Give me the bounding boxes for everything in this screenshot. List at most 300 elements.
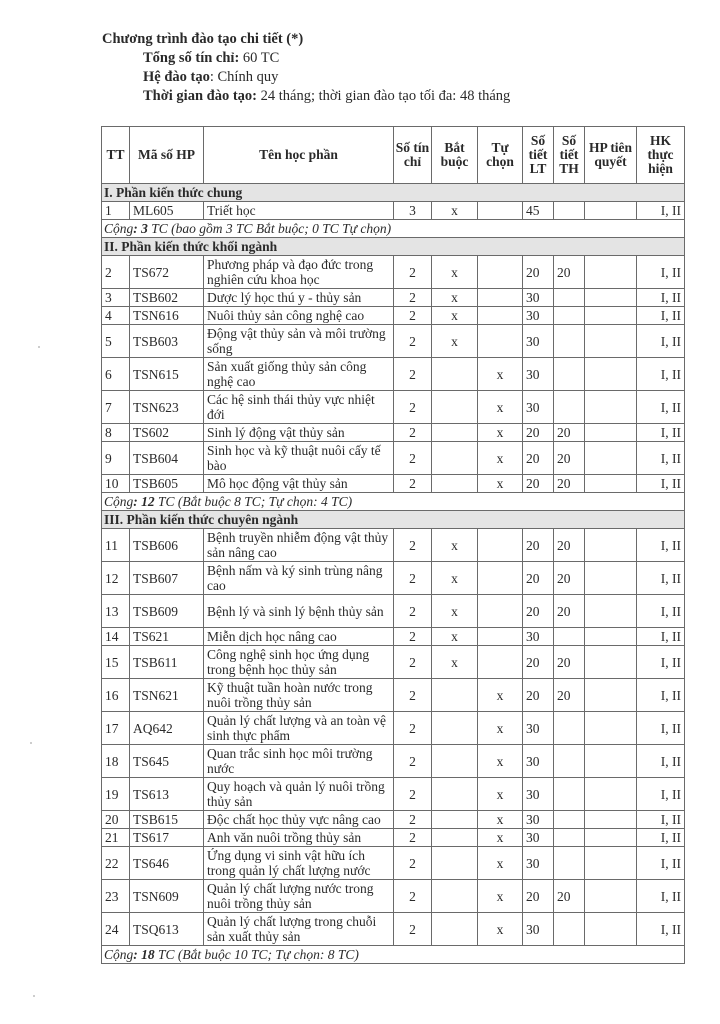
course-name: Kỹ thuật tuần hoàn nước trong nuôi trồng thủy sản <box>204 679 394 712</box>
theory-hours: 30 <box>523 307 554 325</box>
header-credits: Số tín chỉ <box>394 127 432 184</box>
compulsory-mark: x <box>432 289 478 307</box>
course-code: ML605 <box>130 202 204 220</box>
table-row <box>102 913 685 946</box>
training-mode-label: Hệ đào tạo <box>143 69 210 85</box>
header-course-code: Mã số HP <box>130 127 204 184</box>
prerequisite <box>585 712 637 745</box>
header-row <box>102 127 685 184</box>
table-row <box>102 811 685 829</box>
elective-mark <box>478 307 523 325</box>
prerequisite <box>585 679 637 712</box>
prerequisite <box>585 529 637 562</box>
header-course-name: Tên học phần <box>204 127 394 184</box>
theory-hours: 30 <box>523 745 554 778</box>
table-row <box>102 325 685 358</box>
compulsory-mark: x <box>432 628 478 646</box>
row-number: 18 <box>102 745 130 778</box>
compulsory-mark: x <box>432 325 478 358</box>
section-title: I. Phần kiến thức chung <box>102 184 685 202</box>
course-name: Miễn dịch học nâng cao <box>204 628 394 646</box>
compulsory-mark <box>432 442 478 475</box>
semester: I, II <box>637 391 685 424</box>
header-tt: TT <box>102 127 130 184</box>
semester: I, II <box>637 712 685 745</box>
theory-hours: 20 <box>523 679 554 712</box>
course-code: TS613 <box>130 778 204 811</box>
prerequisite <box>585 442 637 475</box>
elective-mark: x <box>478 745 523 778</box>
table-row <box>102 529 685 562</box>
theory-hours: 30 <box>523 391 554 424</box>
practice-hours <box>554 811 585 829</box>
row-number: 9 <box>102 442 130 475</box>
course-code: TSN615 <box>130 358 204 391</box>
elective-mark: x <box>478 712 523 745</box>
practice-hours <box>554 778 585 811</box>
credits: 2 <box>394 880 432 913</box>
table-row <box>102 475 685 493</box>
course-code: TS672 <box>130 256 204 289</box>
course-name: Độc chất học thủy vực nâng cao <box>204 811 394 829</box>
course-name: Quản lý chất lượng và an toàn vệ sinh thực phẩm <box>204 712 394 745</box>
total-credits-value: 60 TC <box>239 50 280 66</box>
total-breakdown: TC (Bắt buộc 8 TC; Tự chọn: 4 TC) <box>154 494 353 509</box>
course-code: TS602 <box>130 424 204 442</box>
header-prerequisite: HP tiên quyết <box>585 127 637 184</box>
total-breakdown: TC (Bắt buộc 10 TC; Tự chọn: 8 TC) <box>154 947 359 962</box>
credits: 2 <box>394 646 432 679</box>
credits: 2 <box>394 679 432 712</box>
course-name: Phương pháp và đạo đức trong nghiên cứu khoa học <box>204 256 394 289</box>
row-number: 4 <box>102 307 130 325</box>
row-number: 13 <box>102 595 130 628</box>
theory-hours: 20 <box>523 880 554 913</box>
course-name: Bệnh lý và sinh lý bệnh thủy sản <box>204 595 394 628</box>
prerequisite <box>585 358 637 391</box>
program-intro <box>102 30 510 106</box>
prerequisite <box>585 880 637 913</box>
semester: I, II <box>637 778 685 811</box>
course-code: TSQ613 <box>130 913 204 946</box>
credits: 2 <box>394 562 432 595</box>
compulsory-mark <box>432 358 478 391</box>
practice-hours: 20 <box>554 595 585 628</box>
theory-hours: 20 <box>523 256 554 289</box>
prerequisite <box>585 256 637 289</box>
credits: 2 <box>394 358 432 391</box>
credits: 2 <box>394 811 432 829</box>
section-total <box>102 220 685 238</box>
total-colon: : <box>133 221 142 236</box>
theory-hours: 20 <box>523 562 554 595</box>
course-name: Quản lý chất lượng nước trong nuôi trồng thủy sản <box>204 880 394 913</box>
course-code: TSB604 <box>130 442 204 475</box>
theory-hours: 20 <box>523 475 554 493</box>
semester: I, II <box>637 424 685 442</box>
course-code: AQ642 <box>130 712 204 745</box>
table-row <box>102 289 685 307</box>
elective-mark: x <box>478 442 523 475</box>
prerequisite <box>585 289 637 307</box>
total-colon: : <box>133 494 142 509</box>
semester: I, II <box>637 289 685 307</box>
theory-hours: 30 <box>523 778 554 811</box>
row-number: 10 <box>102 475 130 493</box>
compulsory-mark <box>432 880 478 913</box>
compulsory-mark <box>432 475 478 493</box>
section-total-row <box>102 493 685 511</box>
course-name: Công nghệ sinh học ứng dụng trong bệnh học thủy sản <box>204 646 394 679</box>
credits: 2 <box>394 256 432 289</box>
total-label: Cộng <box>104 494 134 509</box>
semester: I, II <box>637 829 685 847</box>
header-elective: Tự chọn <box>478 127 523 184</box>
theory-hours: 20 <box>523 595 554 628</box>
semester: I, II <box>637 325 685 358</box>
theory-hours: 30 <box>523 913 554 946</box>
prerequisite <box>585 325 637 358</box>
row-number: 2 <box>102 256 130 289</box>
course-name: Quản lý chất lượng trong chuỗi sản xuất thủy sản <box>204 913 394 946</box>
elective-mark <box>478 256 523 289</box>
table-row <box>102 778 685 811</box>
header-theory-hours: Số tiết LT <box>523 127 554 184</box>
practice-hours: 20 <box>554 679 585 712</box>
course-code: TSB609 <box>130 595 204 628</box>
semester: I, II <box>637 847 685 880</box>
course-name: Bệnh nấm và ký sinh trùng nâng cao <box>204 562 394 595</box>
elective-mark <box>478 325 523 358</box>
practice-hours: 20 <box>554 475 585 493</box>
credits: 2 <box>394 325 432 358</box>
scan-speck <box>33 995 35 997</box>
course-code: TSB615 <box>130 811 204 829</box>
scan-speck <box>30 742 32 744</box>
semester: I, II <box>637 307 685 325</box>
compulsory-mark: x <box>432 529 478 562</box>
course-name: Sản xuất giống thủy sản công nghệ cao <box>204 358 394 391</box>
practice-hours: 20 <box>554 442 585 475</box>
elective-mark <box>478 202 523 220</box>
compulsory-mark: x <box>432 595 478 628</box>
training-duration <box>102 87 510 106</box>
section-title: II. Phần kiến thức khối ngành <box>102 238 685 256</box>
row-number: 7 <box>102 391 130 424</box>
credits: 2 <box>394 424 432 442</box>
theory-hours: 30 <box>523 325 554 358</box>
row-number: 16 <box>102 679 130 712</box>
course-code: TSN623 <box>130 391 204 424</box>
row-number: 11 <box>102 529 130 562</box>
total-credits-value: 12 <box>141 494 155 509</box>
semester: I, II <box>637 646 685 679</box>
curriculum-table <box>101 126 685 964</box>
credits: 2 <box>394 712 432 745</box>
prerequisite <box>585 778 637 811</box>
course-name: Triết học <box>204 202 394 220</box>
practice-hours <box>554 913 585 946</box>
credits: 3 <box>394 202 432 220</box>
elective-mark: x <box>478 913 523 946</box>
section-total-row <box>102 946 685 964</box>
course-name: Sinh học và kỹ thuật nuôi cấy tế bào <box>204 442 394 475</box>
semester: I, II <box>637 256 685 289</box>
practice-hours <box>554 745 585 778</box>
table-row <box>102 202 685 220</box>
row-number: 24 <box>102 913 130 946</box>
prerequisite <box>585 475 637 493</box>
elective-mark: x <box>478 811 523 829</box>
credits: 2 <box>394 847 432 880</box>
prerequisite <box>585 646 637 679</box>
elective-mark <box>478 289 523 307</box>
training-mode-value: : Chính quy <box>209 69 279 85</box>
semester: I, II <box>637 880 685 913</box>
credits: 2 <box>394 442 432 475</box>
section-header-row <box>102 511 685 529</box>
compulsory-mark <box>432 391 478 424</box>
total-colon: : <box>133 947 142 962</box>
course-name: Quan trắc sinh học môi trường nước <box>204 745 394 778</box>
scan-speck <box>38 346 40 348</box>
total-credits-value: 3 <box>141 221 148 236</box>
compulsory-mark <box>432 811 478 829</box>
prerequisite <box>585 595 637 628</box>
table-row <box>102 829 685 847</box>
compulsory-mark <box>432 778 478 811</box>
elective-mark <box>478 628 523 646</box>
credits: 2 <box>394 628 432 646</box>
section-header-row <box>102 238 685 256</box>
credits: 2 <box>394 829 432 847</box>
course-code: TS646 <box>130 847 204 880</box>
course-name: Sinh lý động vật thủy sản <box>204 424 394 442</box>
elective-mark <box>478 562 523 595</box>
practice-hours <box>554 307 585 325</box>
course-code: TS645 <box>130 745 204 778</box>
elective-mark <box>478 595 523 628</box>
semester: I, II <box>637 202 685 220</box>
prerequisite <box>585 628 637 646</box>
course-name: Ứng dụng vi sinh vật hữu ích trong quản lý chất lượng nước <box>204 847 394 880</box>
row-number: 21 <box>102 829 130 847</box>
course-code: TSB611 <box>130 646 204 679</box>
row-number: 22 <box>102 847 130 880</box>
training-duration-value: 24 tháng; thời gian đào tạo tối đa: 48 tháng <box>256 88 511 104</box>
training-mode <box>102 68 510 87</box>
course-name: Dược lý học thú y - thủy sản <box>204 289 394 307</box>
elective-mark: x <box>478 778 523 811</box>
elective-mark: x <box>478 358 523 391</box>
compulsory-mark <box>432 424 478 442</box>
total-credits-label: Tổng số tín chỉ: <box>143 50 240 66</box>
course-name: Nuôi thủy sản công nghệ cao <box>204 307 394 325</box>
elective-mark <box>478 529 523 562</box>
section-total <box>102 946 685 964</box>
semester: I, II <box>637 679 685 712</box>
elective-mark: x <box>478 829 523 847</box>
header-semester: HK thực hiện <box>637 127 685 184</box>
program-title: Chương trình đào tạo chi tiết (*) <box>102 31 304 47</box>
course-code: TSB607 <box>130 562 204 595</box>
section-total <box>102 493 685 511</box>
semester: I, II <box>637 562 685 595</box>
prerequisite <box>585 307 637 325</box>
elective-mark: x <box>478 880 523 913</box>
credits: 2 <box>394 475 432 493</box>
total-credits-value: 18 <box>141 947 155 962</box>
elective-mark: x <box>478 475 523 493</box>
prerequisite <box>585 202 637 220</box>
row-number: 17 <box>102 712 130 745</box>
prerequisite <box>585 745 637 778</box>
practice-hours: 20 <box>554 646 585 679</box>
curriculum-body <box>102 184 685 964</box>
practice-hours <box>554 712 585 745</box>
compulsory-mark <box>432 712 478 745</box>
theory-hours: 30 <box>523 847 554 880</box>
row-number: 14 <box>102 628 130 646</box>
table-row <box>102 358 685 391</box>
elective-mark: x <box>478 424 523 442</box>
prerequisite <box>585 562 637 595</box>
total-label: Cộng <box>104 947 134 962</box>
total-label: Cộng <box>104 221 134 236</box>
compulsory-mark <box>432 913 478 946</box>
elective-mark <box>478 646 523 679</box>
theory-hours: 45 <box>523 202 554 220</box>
semester: I, II <box>637 745 685 778</box>
section-header-row <box>102 184 685 202</box>
row-number: 3 <box>102 289 130 307</box>
semester: I, II <box>637 358 685 391</box>
compulsory-mark <box>432 679 478 712</box>
practice-hours: 20 <box>554 529 585 562</box>
practice-hours: 20 <box>554 880 585 913</box>
semester: I, II <box>637 811 685 829</box>
credits: 2 <box>394 595 432 628</box>
training-duration-label: Thời gian đào tạo: <box>143 88 257 104</box>
semester: I, II <box>637 595 685 628</box>
table-row <box>102 679 685 712</box>
table-row <box>102 847 685 880</box>
elective-mark: x <box>478 679 523 712</box>
course-name: Bệnh truyền nhiễm động vật thủy sản nâng cao <box>204 529 394 562</box>
elective-mark: x <box>478 847 523 880</box>
prerequisite <box>585 829 637 847</box>
course-name: Quy hoạch và quản lý nuôi trồng thủy sản <box>204 778 394 811</box>
theory-hours: 20 <box>523 646 554 679</box>
table-row <box>102 745 685 778</box>
practice-hours <box>554 325 585 358</box>
semester: I, II <box>637 913 685 946</box>
practice-hours: 20 <box>554 424 585 442</box>
credits: 2 <box>394 913 432 946</box>
section-total-row <box>102 220 685 238</box>
total-credits <box>102 49 510 68</box>
semester: I, II <box>637 529 685 562</box>
table-row <box>102 595 685 628</box>
prerequisite <box>585 424 637 442</box>
course-code: TSN616 <box>130 307 204 325</box>
course-code: TSB606 <box>130 529 204 562</box>
semester: I, II <box>637 475 685 493</box>
course-code: TS617 <box>130 829 204 847</box>
row-number: 6 <box>102 358 130 391</box>
credits: 2 <box>394 289 432 307</box>
compulsory-mark: x <box>432 562 478 595</box>
course-code: TSB605 <box>130 475 204 493</box>
course-code: TSB603 <box>130 325 204 358</box>
credits: 2 <box>394 778 432 811</box>
table-row <box>102 391 685 424</box>
compulsory-mark <box>432 847 478 880</box>
theory-hours: 30 <box>523 628 554 646</box>
prerequisite <box>585 847 637 880</box>
table-row <box>102 442 685 475</box>
course-name: Mô học động vật thủy sản <box>204 475 394 493</box>
table-row <box>102 424 685 442</box>
prerequisite <box>585 811 637 829</box>
section-title: III. Phần kiến thức chuyên ngành <box>102 511 685 529</box>
course-code: TS621 <box>130 628 204 646</box>
practice-hours <box>554 358 585 391</box>
table-row <box>102 712 685 745</box>
prerequisite <box>585 913 637 946</box>
credits: 2 <box>394 391 432 424</box>
compulsory-mark: x <box>432 307 478 325</box>
practice-hours <box>554 628 585 646</box>
credits: 2 <box>394 529 432 562</box>
semester: I, II <box>637 628 685 646</box>
row-number: 5 <box>102 325 130 358</box>
practice-hours <box>554 829 585 847</box>
theory-hours: 30 <box>523 829 554 847</box>
course-name: Các hệ sinh thái thủy vực nhiệt đới <box>204 391 394 424</box>
theory-hours: 20 <box>523 424 554 442</box>
table-row <box>102 307 685 325</box>
credits: 2 <box>394 307 432 325</box>
compulsory-mark: x <box>432 202 478 220</box>
table-row <box>102 628 685 646</box>
theory-hours: 30 <box>523 358 554 391</box>
credits: 2 <box>394 745 432 778</box>
course-code: TSN609 <box>130 880 204 913</box>
row-number: 20 <box>102 811 130 829</box>
practice-hours <box>554 391 585 424</box>
total-breakdown: TC (bao gồm 3 TC Bắt buộc; 0 TC Tự chọn) <box>147 221 392 236</box>
practice-hours <box>554 202 585 220</box>
course-code: TSN621 <box>130 679 204 712</box>
course-code: TSB602 <box>130 289 204 307</box>
header-practice-hours: Số tiết TH <box>554 127 585 184</box>
prerequisite <box>585 391 637 424</box>
row-number: 12 <box>102 562 130 595</box>
table-row <box>102 256 685 289</box>
header-compulsory: Bắt buộc <box>432 127 478 184</box>
table-row <box>102 646 685 679</box>
practice-hours: 20 <box>554 256 585 289</box>
row-number: 8 <box>102 424 130 442</box>
course-name: Động vật thủy sản và môi trường sống <box>204 325 394 358</box>
practice-hours: 20 <box>554 562 585 595</box>
practice-hours <box>554 847 585 880</box>
theory-hours: 30 <box>523 289 554 307</box>
theory-hours: 30 <box>523 811 554 829</box>
theory-hours: 20 <box>523 529 554 562</box>
table-row <box>102 562 685 595</box>
